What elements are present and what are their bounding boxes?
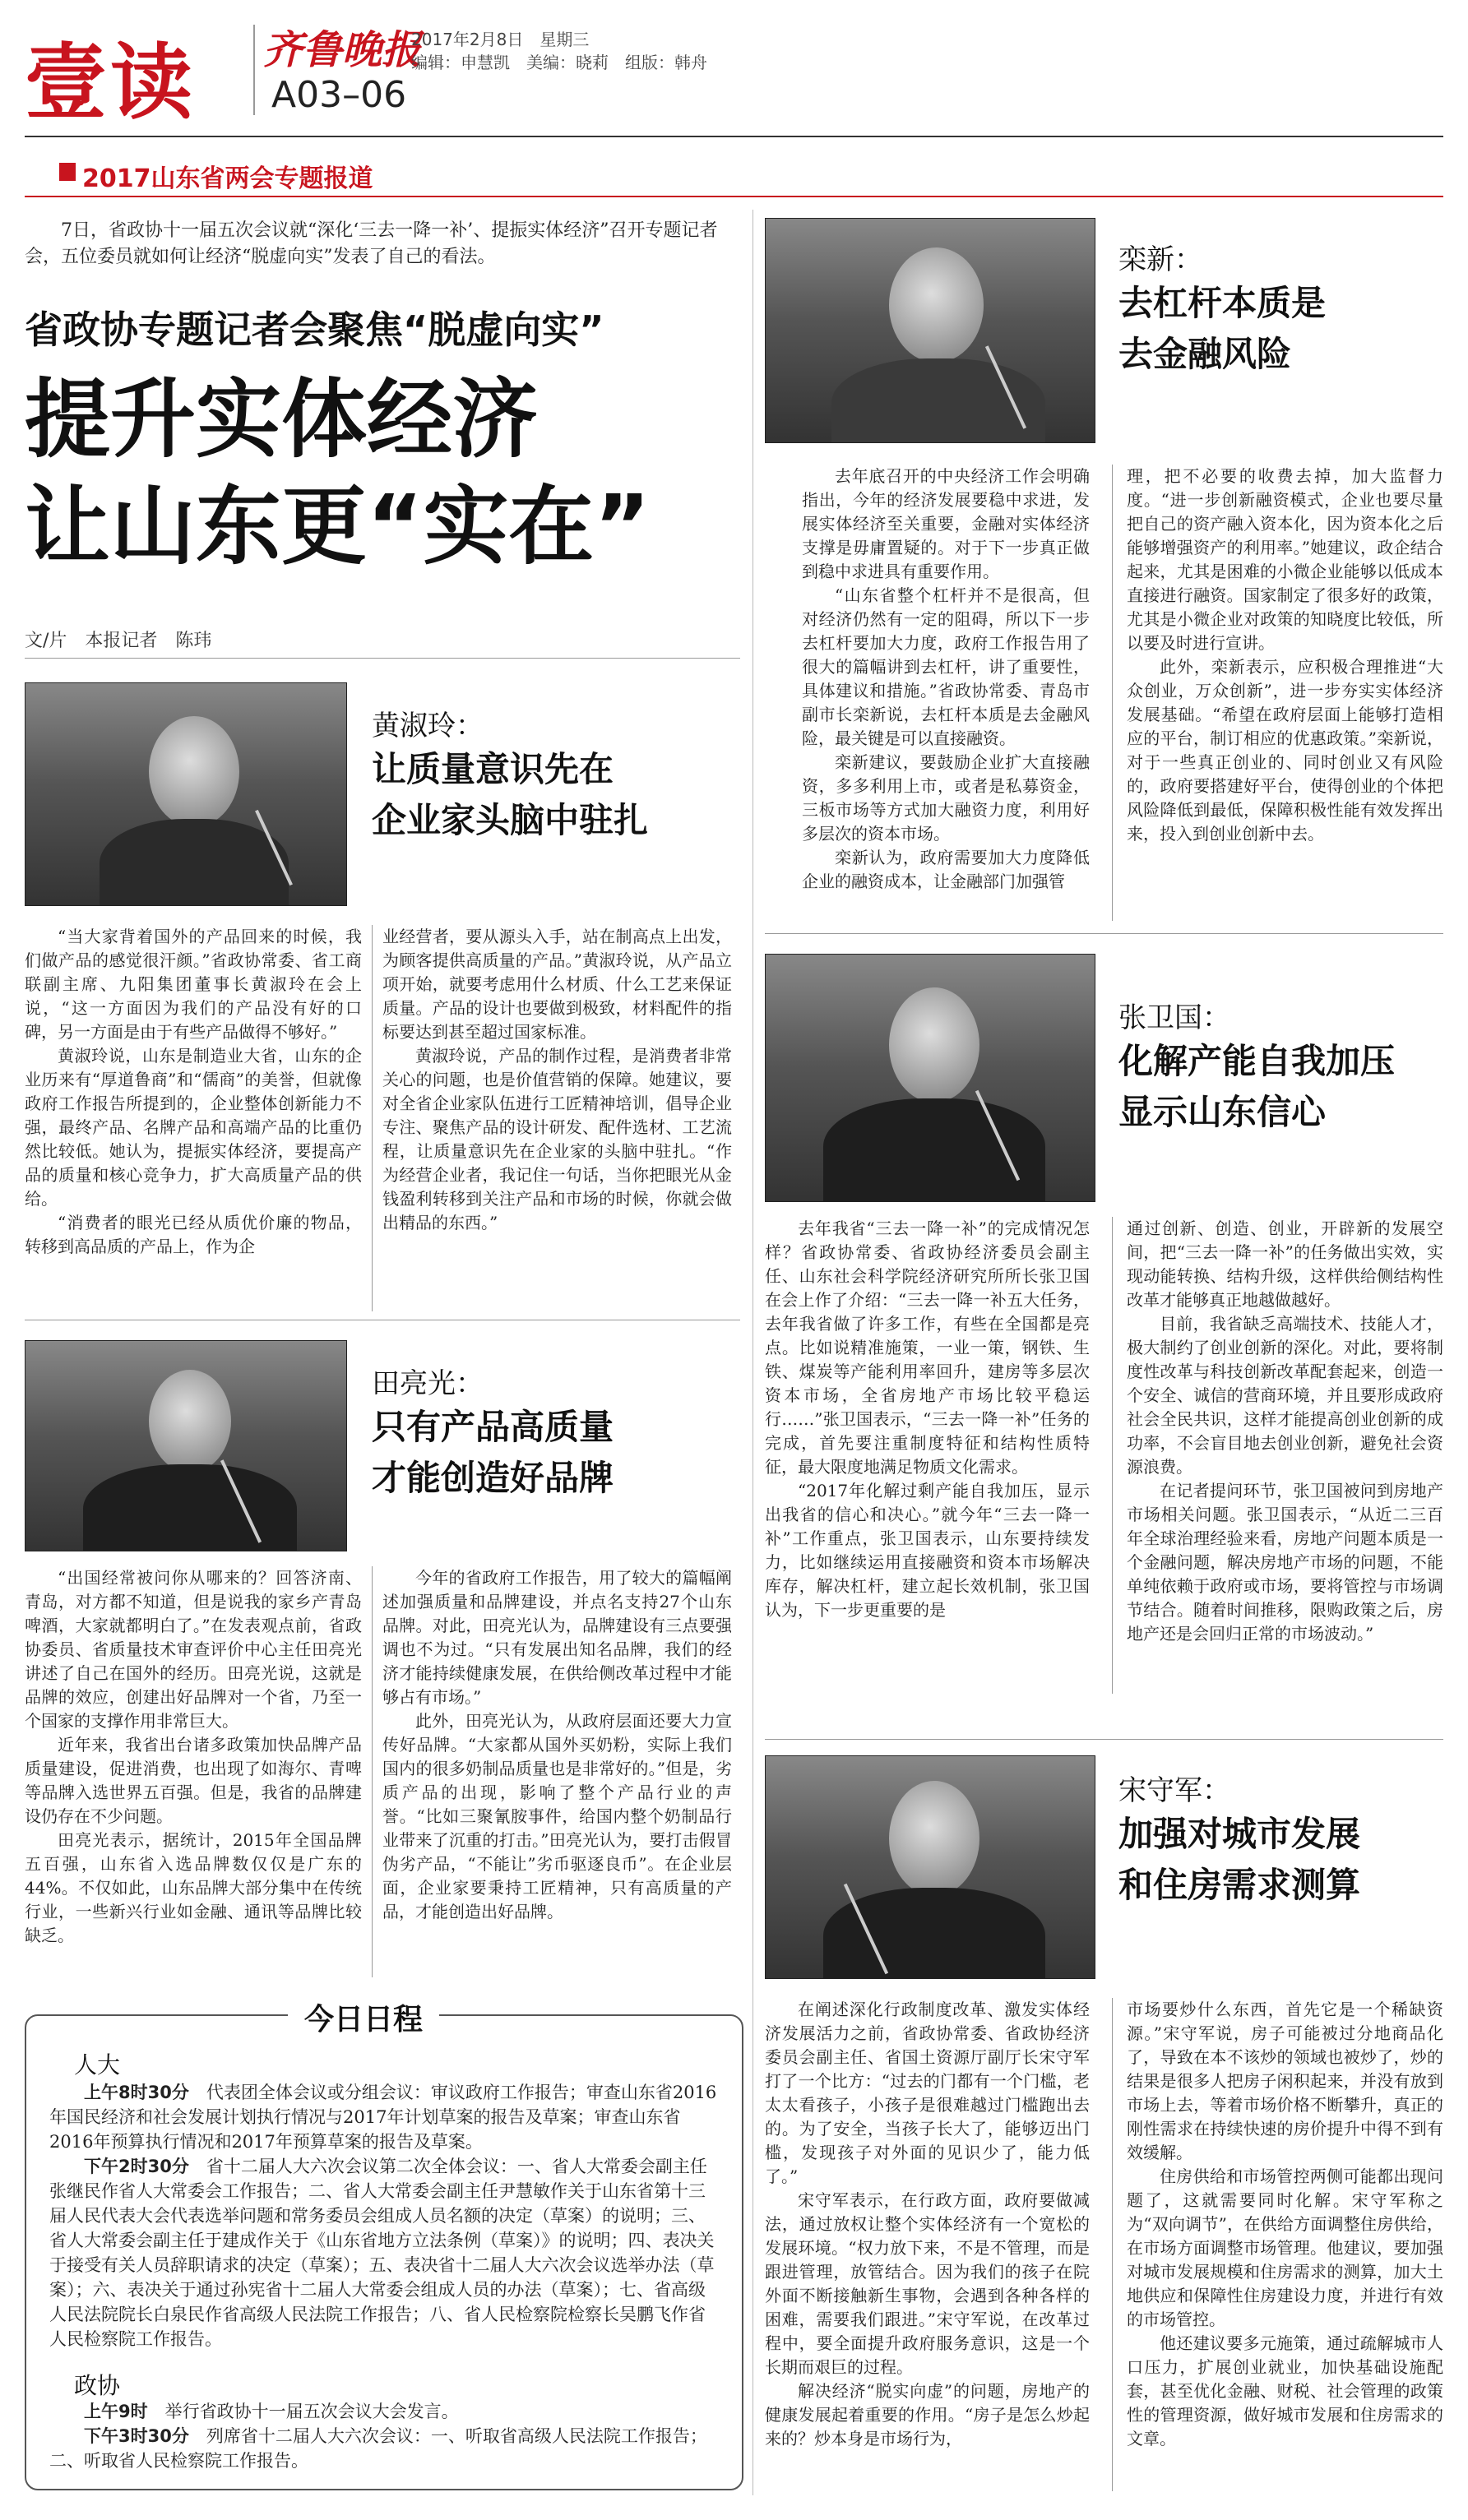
header-divider bbox=[253, 25, 255, 115]
headline-line-2: 让山东更“实在” bbox=[25, 476, 651, 576]
schedule-text: 举行省政协十一届五次会议大会发言。 bbox=[164, 2402, 459, 2421]
paper-name: 齐鲁晚报 bbox=[263, 27, 422, 73]
huang-col-b bbox=[382, 925, 732, 1235]
paragraph: “2017年化解过剩产能自我加压，显示出我省的信心和决心。”就今年“三去一降一补”工作重点，张卫国表示，山东要持续发力，比如继续运用直接融资和资本市场解决库存，解决杠杆，建立起长效机制，张卫国认为，下一步更重要的是 bbox=[765, 1481, 1090, 1620]
speaker-huang: 黄淑玲： bbox=[372, 710, 484, 742]
paragraph: 业经营者，要从源头入手，站在制高点上出发，为顾客提供高质量的产品。”黄淑玲说，从产品立项开始，就要考虑用什么材质、什么工艺来保证质量。产品的设计也要做到极致，材料配件的指标要达到甚至超过国家标准。 bbox=[382, 927, 732, 1042]
schedule-time: 下午2时30分 bbox=[84, 2157, 189, 2176]
schedule-time: 上午9时 bbox=[84, 2402, 148, 2421]
page-code: A03–06 bbox=[271, 74, 407, 116]
paragraph: 理，把不必要的收费去掉，加大监督力度。“进一步创新融资模式，企业也要尽量把自己的资产融入资本化，因为资本化之后能够增强资产的利用率。”她建议，政企结合起来，尤其是困难的小微企业能够以低成本直接进行融资。国家制定了很多好的政策，尤其是小微企业对政策的知晓度比较低，所以要及时进行宣讲。 bbox=[1127, 466, 1443, 653]
paragraph: 此外，栾新表示，应积极合理推进“大众创业，万众创新”，进一步夯实实体经济发展基础。“希望在政府层面上能够打造相应的平台，制订相应的优惠政策。”栾新说，对于一些真正创业的、同时创业又有风险的，政府要搭建好平台，使得创业的个体把风险降低到最低，保障积极性能有效发挥出来，投入到创业创新中去。 bbox=[1127, 657, 1443, 844]
schedule-text: 代表团全体会议或分组会议：审议政府工作报告；审查山东省2016年国民经济和社会发展计划执行情况与2017年计划草案的报告及草案；审查山东省2016年预算执行情况和2017年预算草案的报告及草案。 bbox=[49, 2083, 717, 2152]
paragraph: 在阐述深化行政制度改革、激发实体经济发展活力之前，省政协常委、省政协经济委员会副主任、省国土资源厅副厅长宋守军打了一个比方：“过去的门都有一个门槛，老太太看孩子，小孩子是很难越过门槛跑出去的。为了安全，当孩子长大了，能够迈出门槛，发现孩子对外面的见识少了，能力低了。” bbox=[765, 2000, 1090, 2186]
panel-rule bbox=[765, 933, 1443, 934]
schedule-text: 列席省十二届人大六次会议：一、听取省高级人民法院工作报告；二、听取省人民检察院工作报告。 bbox=[49, 2426, 707, 2471]
paragraph: 栾新认为，政府需要加大力度降低企业的融资成本，让金融部门加强管 bbox=[802, 848, 1090, 891]
luan-col-a bbox=[802, 465, 1090, 894]
quote-huang-line-2: 企业家头脑中驻扎 bbox=[372, 800, 649, 840]
paragraph: 目前，我省缺乏高端技术、技能人才，极大制约了创业创新的深化。对此，要将制度性改革与科技创新改革配套起来，创造一个安全、诚信的营商环境，并且要形成政府社会全民共识，这样才能提高创业创新的成功率，不会盲目地去创业创新，避免社会资源浪费。 bbox=[1127, 1314, 1443, 1477]
paragraph: 解决经济“脱实向虚”的问题，房地产的健康发展起着重要的作用。“房子是怎么炒起来的？炒本身是市场行为， bbox=[765, 2381, 1090, 2448]
song-col-a bbox=[765, 1998, 1090, 2451]
article-kicker: 省政协专题记者会聚焦“脱虚向实” bbox=[25, 307, 604, 352]
paragraph: 田亮光表示，据统计，2015年全国品牌五百强，山东省入选品牌数仅仅是广东的44%。不仅如此，山东品牌大部分集中在传统行业，一些新兴行业如金融、通讯等品牌比较缺乏。 bbox=[25, 1830, 362, 1945]
paragraph: 黄淑玲说，山东是制造业大省，山东的企业历来有“厚道鲁商”和“儒商”的美誉，但就像政府工作报告所提到的，企业整体创新能力不强，最终产品、名牌产品和高端产品的比重仍然比较低。她认为，提振实体经济，要提高产品的质量和核心竞争力，扩大高质量产品的供给。 bbox=[25, 1046, 362, 1209]
paragraph: 近年来，我省出台诸多政策加快品牌产品质量建设，促进消费，也出现了如海尔、青啤等品牌入选世界五百强。但是，我省的品牌建设仍存在不少问题。 bbox=[25, 1735, 362, 1826]
quote-tian-line-2: 才能创造好品牌 bbox=[372, 1458, 614, 1498]
schedule-renda bbox=[49, 2080, 720, 2351]
quote-luan bbox=[1118, 278, 1326, 380]
paragraph: 黄淑玲说，产品的制作过程，是消费者非常关心的问题，也是价值营销的保障。她建议，要对全省企业家队伍进行工匠精神培训，倡导企业专注、聚焦产品的设计研发、配件选材、工艺流程，让质量意识先在企业家的头脑中驻扎。“作为经营企业者，我记住一句话，当你把眼光从金钱盈利转移到关注产品和市场的时候，你就会做出精品的东西。” bbox=[382, 1046, 732, 1232]
quote-zhang bbox=[1118, 1036, 1395, 1138]
schedule-time: 下午3时30分 bbox=[84, 2426, 189, 2446]
speaker-luan: 栾新： bbox=[1118, 243, 1202, 276]
schedule-item bbox=[49, 2154, 720, 2351]
tian-col-a bbox=[25, 1566, 362, 1948]
schedule-renda-heading: 人大 bbox=[74, 2051, 121, 2078]
column-divider bbox=[1112, 1217, 1113, 1694]
headline-line-1: 提升实体经济 bbox=[25, 369, 539, 469]
section-rule bbox=[25, 196, 1443, 197]
column-divider bbox=[1112, 465, 1113, 921]
paragraph: “当大家背着国外的产品回来的时候，我们做产品的感觉很汗颜。”省政协常委、省工商联副主席、九阳集团董事长黄淑玲在会上说，“这一方面因为我们的产品没有好的口碑，另一方面是由于有些产品做得不够好。” bbox=[25, 927, 362, 1042]
quote-song-line-2: 和住房需求测算 bbox=[1118, 1865, 1361, 1905]
quote-luan-line-1: 去杠杆本质是 bbox=[1118, 283, 1327, 323]
photo-zhang bbox=[765, 954, 1095, 1202]
tian-col-b bbox=[382, 1566, 732, 1924]
luan-col-b bbox=[1127, 465, 1443, 846]
paragraph: “消费者的眼光已经从质优价廉的物品，转移到高品质的产品上，作为企 bbox=[25, 1213, 362, 1256]
paragraph: 去年底召开的中央经济工作会明确指出，今年的经济发展要稳中求进，发展实体经济至关重要，金融对实体经济支撑是毋庸置疑的。对于下一步真正做到稳中求进具有重要作用。 bbox=[802, 466, 1090, 581]
paragraph: “山东省整个杠杆并不是很高，但对经济仍然有一定的阻碍，所以下一步去杠杆要加大力度，政府工作报告用了很大的篇幅讲到去杠杆，讲了重要性，具体建议和措施。”省政协常委、青岛市副市长栾新说，去杠杆本质是去金融风险，最关键是可以直接融资。 bbox=[802, 585, 1090, 748]
photo-huang bbox=[25, 682, 347, 906]
paragraph: “出国经常被问你从哪来的？回答济南、青岛，对方都不知道，但是说我的家乡产青岛啤酒，大家就都明白了。”在发表观点前，省政协委员、省质量技术审查评价中心主任田亮光讲述了自己在国外的经历。田亮光说，这就是品牌的效应，创建出好品牌对一个省，乃至一个国家的支撑作用非常巨大。 bbox=[25, 1568, 362, 1731]
speaker-tian: 田亮光： bbox=[372, 1367, 484, 1400]
date-line: 2017年2月8日 星期三 bbox=[411, 30, 590, 49]
headline bbox=[25, 366, 651, 580]
byline-rule bbox=[25, 658, 740, 659]
panel-rule bbox=[765, 1739, 1443, 1740]
quote-zhang-line-1: 化解产能自我加压 bbox=[1118, 1041, 1396, 1081]
paragraph: 宋守军表示，在行政方面，政府要做减法，通过放权让整个实体经济有一个宽松的发展环境。“权力放下来，不是不管理，而是跟进管理，放管结合。因为我们的孩子在院外面不断接触新生事物，会遇到各种各样的困难，需要我们跟进。”宋守军说，在改革过程中，要全面提升政府服务意识，这是一个长期而艰巨的过程。 bbox=[765, 2190, 1090, 2377]
quote-luan-line-2: 去金融风险 bbox=[1118, 334, 1292, 374]
article-intro: 7日，省政协十一届五次会议就“深化‘三去一降一补’、提振实体经济”召开专题记者会，五位委员就如何让经济“脱虚向实”发表了自己的看法。 bbox=[25, 220, 718, 267]
quote-tian-line-1: 只有产品高质量 bbox=[372, 1407, 614, 1447]
paragraph: 去年我省“三去一降一补”的完成情况怎样？省政协常委、省政协经济委员会副主任、山东社会科学院经济研究所所长张卫国在会上作了介绍：“三去一降一补五大任务，去年我省做了许多工作，有些在全国都是亮点。比如说精准施策，一业一策，钢铁、生铁、煤炭等产能利用率回升，建房等多层次资本市场，全省房地产市场比较平稳运行……”张卫国表示，“三去一降一补”任务的完成，首先要注重制度特征和结构性质特征，最大限度地满足物质文化需求。 bbox=[765, 1218, 1090, 1477]
section-marker bbox=[59, 163, 76, 181]
schedule-time: 上午8时30分 bbox=[84, 2083, 189, 2102]
masthead: 壹读 bbox=[25, 35, 196, 131]
paragraph: 今年的省政府工作报告，用了较大的篇幅阐述加强质量和品牌建设，并点名支持27个山东品牌。对此，田亮光认为，品牌建设有三点要强调也不为过。“只有发展出知名品牌，我们的经济才能持续健康发展，在供给侧改革过程中才能够占有市场。” bbox=[382, 1568, 732, 1707]
paragraph: 在记者提问环节，张卫国被问到房地产市场相关问题。张卫国表示，“从近二三百年全球治理经验来看，房地产问题本质是一个金融问题，解决房地产市场的问题，不能单纯依赖于政府或市场，要将管控与市场调节结合。随着时间推移，限购政策之后，房地产还是会回归正常的市场波动。” bbox=[1127, 1481, 1443, 1644]
paragraph: 他还建议要多元施策，通过疏解城市人口压力，扩展创业就业，加快基础设施配套，甚至优化金融、财税、社会管理的政策性的管理资源，做好城市发展和住房需求的文章。 bbox=[1127, 2333, 1443, 2448]
editors-line: 编辑：申慧凯 美编：晓莉 组版：韩舟 bbox=[411, 53, 707, 72]
schedule-text: 省十二届人大六次会议第二次全体会议：一、省人大常委会副主任张继民作省人大常委会工作报告；二、省人大常委会副主任尹慧敏作关于山东省第十三届人民代表大会代表选举问题和常务委员会组成人员名额的决定（草案）的说明；三、省人大常委会副主任于建成作关于《山东省地方立法条例（草案）》的说明；四、表决关于接受有关人员辞职请求的决定（草案）；五、表决省十二届人大六次会议选举办法（草案）；六、表决关于通过孙宪省十二届人大常委会组成人员的办法（草案）；七、省高级人民法院院长白泉民作省高级人民法院工作报告；八、省人民检察院检察长吴鹏飞作省人民检察院工作报告。 bbox=[49, 2157, 715, 2349]
schedule-item bbox=[49, 2399, 720, 2424]
quote-huang-line-1: 让质量意识先在 bbox=[372, 749, 614, 789]
column-divider bbox=[372, 925, 373, 1311]
photo-tian bbox=[25, 1340, 347, 1551]
photo-song bbox=[765, 1755, 1095, 1979]
song-col-b bbox=[1127, 1998, 1443, 2451]
schedule-item bbox=[49, 2424, 720, 2473]
schedule-item bbox=[49, 2080, 720, 2154]
speaker-song: 宋守军： bbox=[1118, 1774, 1230, 1807]
paragraph: 住房供给和市场管控两侧可能都出现问题了，这就需要同时化解。宋守军称之为“双向调节”，在供给方面调整住房供给，在市场方面调整市场管理。他建议，要加强对城市发展规模和住房需求的测算，加大土地供应和保障性住房建设力度，并进行有效的市场管控。 bbox=[1127, 2166, 1443, 2329]
quote-song bbox=[1118, 1809, 1360, 1911]
paragraph: 市场要炒什么东西，首先它是一个稀缺资源。”宋守军说，房子可能被过分地商品化了，导致在本不该炒的领域也被炒了，炒的结果是很多人把房子闲积起来，并没有放到市场上去，等着市场价格不断攀升，真正的刚性需求在持续快速的房价提升中得不到有效缓解。 bbox=[1127, 2000, 1443, 2162]
paragraph: 通过创新、创造、创业，开辟新的发展空间，把“三去一降一补”的任务做出实效，实现动能转换、结构升级，这样供给侧结构性改革才能够真正地越做越好。 bbox=[1127, 1218, 1443, 1310]
quote-huang bbox=[372, 744, 648, 846]
speaker-zhang: 张卫国： bbox=[1118, 1001, 1230, 1034]
huang-col-a bbox=[25, 925, 362, 1259]
paragraph: 栾新建议，要鼓励企业扩大直接融资，多多利用上市，或者是私募资金，三板市场等方式加大融资力度，利用好多层次的资本市场。 bbox=[802, 752, 1090, 844]
schedule-zhengxie-heading: 政协 bbox=[74, 2372, 121, 2399]
byline: 文/片 本报记者 陈玮 bbox=[25, 631, 212, 651]
schedule-title: 今日日程 bbox=[288, 1996, 439, 2038]
schedule-zhengxie bbox=[49, 2399, 720, 2473]
column-divider bbox=[1112, 1998, 1113, 2491]
quote-tian bbox=[372, 1402, 614, 1504]
photo-luan bbox=[765, 218, 1095, 443]
quote-song-line-1: 加强对城市发展 bbox=[1118, 1814, 1361, 1854]
column-divider bbox=[372, 1566, 373, 1977]
section-tag: 2017山东省两会专题报道 bbox=[82, 164, 373, 193]
quote-zhang-line-2: 显示山东信心 bbox=[1118, 1092, 1327, 1132]
zhang-col-b bbox=[1127, 1217, 1443, 1646]
zhang-col-a bbox=[765, 1217, 1090, 1622]
header-rule bbox=[25, 136, 1443, 137]
paragraph: 此外，田亮光认为，从政府层面还要大力宣传好品牌。“大家都从国外买奶粉，实际上我们国内的很多奶制品质量也是非常好的。”但是，劣质产品的出现，影响了整个产品行业的声誉。“比如三聚氰胺事件，给国内整个奶制品行业带来了沉重的打击。”田亮光认为，要打击假冒伪劣产品，“不能让”劣币驱逐良币”。在企业层面，企业家要秉持工匠精神，只有高质量的产品，才能创造出好品牌。 bbox=[382, 1711, 732, 1921]
